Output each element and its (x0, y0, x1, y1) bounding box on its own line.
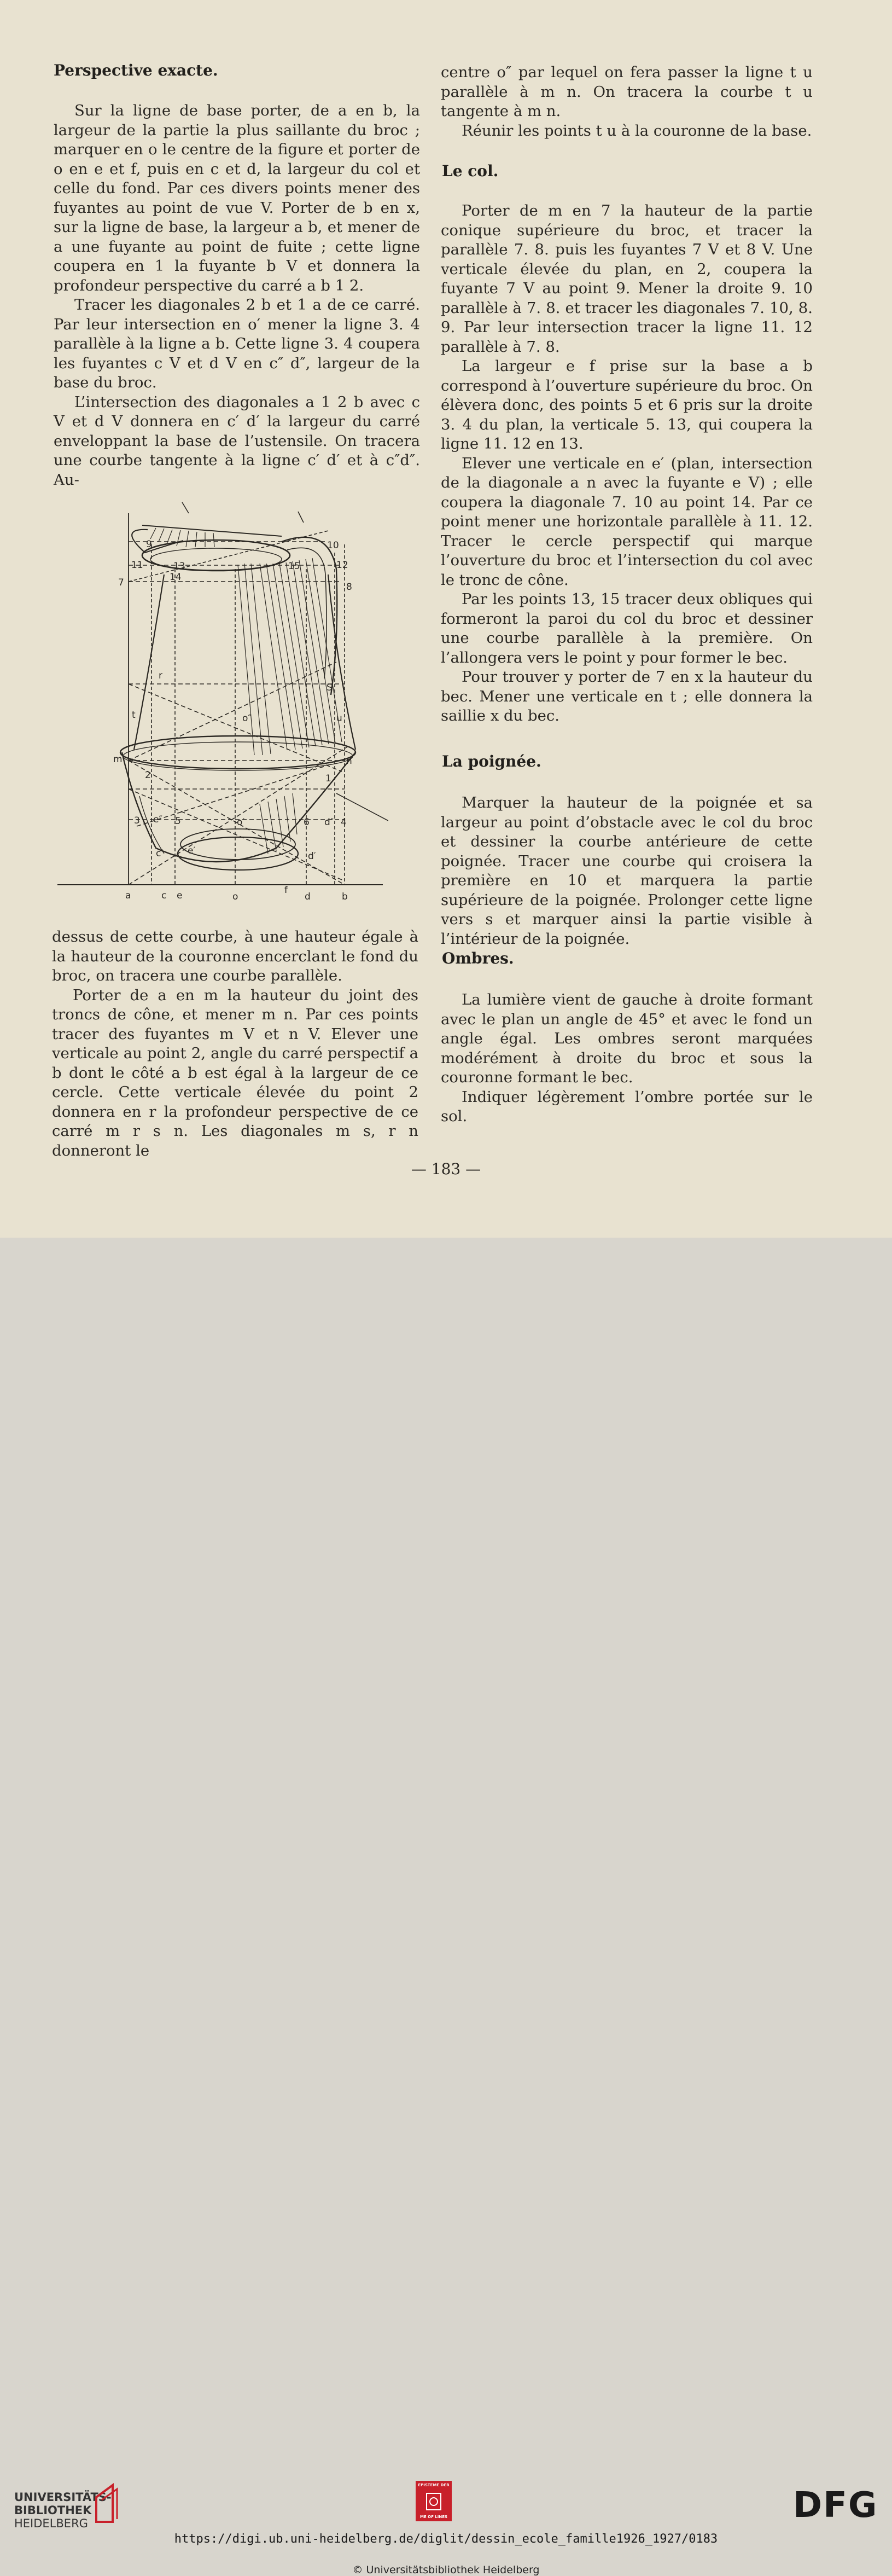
right-paragraph-10: Indiquer légèrement l’ombre portée sur le sol. (441, 1088, 813, 1125)
right-column-ombres (441, 990, 813, 1127)
fig-label-3: 3 (134, 815, 140, 826)
right-column-col (441, 201, 813, 726)
fig-label-m: m (113, 754, 123, 765)
left-paragraph-5: Porter de a en m la hauteur du joint des troncs de cône, et mener m n. Par ces points tracer des fuyantes m V et n V. Elever une verticale au point 2, angle du carré perspectif a b dont le côté a b est égal à la largeur de ce cercle. Cette verticale élevée du point 2 donnera en r la profondeur perspective de ce carré m r s n. Les diagonales m s, r n donneront le (52, 986, 418, 1159)
fig-label-e-prime: e′ (188, 845, 196, 856)
fig-label-s: S (327, 682, 333, 693)
fig-label-e: e (177, 890, 183, 901)
right-paragraph-3: Porter de m en 7 la hauteur de la partie conique supérieure du broc, et tracer la parallèle 7. 8. puis les fuyantes 7 V et 8 V. Une verticale élevée du plan, en 2, coupera la fuyante 7 V au point 9. Mener la droite 9. 10 parallèle à 7. 8. et tracer les diagonales 7. 10, 8. 9. Par leur intersection tracer la ligne 11. 12 parallèle à 7. 8. (441, 202, 813, 356)
episteme-logo-top: EPISTEME DER (418, 2483, 450, 2487)
section-title-poignee: La poignée. (442, 752, 541, 770)
right-paragraph-7: Pour trouver y porter de 7 en x la hauteur du bec. Mener une verticale en t ; elle donnera la saillie x du bec. (441, 668, 813, 724)
right-paragraph-8: Marquer la hauteur de la poignée et sa largeur au point d’obstacle avec le col du broc et dessiner la courbe antérieure de cette poignée. Tracer une courbe qui croisera la première en 10 et marquera la partie supérieure de la poignée. Prolonger cette ligne vers s et marquer ainsi la partie visible à l’intérieur de la poignée. (441, 794, 813, 948)
jug-perspective-figure (52, 498, 388, 906)
fig-label-r: r (159, 670, 162, 681)
page-number: — 183 — (411, 1160, 481, 1178)
left-column-top (54, 101, 420, 490)
dfg-logo[interactable]: DFG (793, 2485, 878, 2526)
fig-label-14: 14 (170, 572, 182, 583)
permalink-url[interactable]: https://digi.ub.uni-heidelberg.de/diglit/dessin_ecole_famille1926_1927/0183 (174, 2532, 718, 2546)
fig-label-6: 6 (304, 817, 310, 828)
right-paragraph-5: Elever une verticale en e′ (plan, intersection de la diagonale a n avec la fuyante e V) ; elle coupera la diagonale 7. 10 au point 14. Par ce point mener une horizontale parallèle à 11. 12. Tracer le cercle perspectif qui marque l’ouverture du broc et l’intersection du col avec le tronc de cône. (441, 454, 813, 589)
library-mark-icon (91, 2481, 124, 2525)
episteme-logo-bottom: ME OF LINES (419, 2515, 448, 2519)
library-logo-line3: HEIDELBERG (14, 2517, 88, 2530)
right-paragraph-9: La lumière vient de gauche à droite formant avec le plan un angle de 45° et avec le fond un angle égal. Les ombres seront marquées modérément à droite du broc et sous la couronne formant le bec. (441, 991, 813, 1086)
fig-label-b: b (342, 891, 348, 902)
scanned-page (0, 0, 892, 1238)
fig-label-12: 12 (336, 560, 348, 571)
fig-label-d-second: d″ (324, 817, 334, 828)
fig-label-c-prime: c′ (156, 848, 164, 859)
episteme-emblem-icon (425, 2492, 442, 2511)
right-column-top (441, 63, 813, 141)
fig-label-e-second: e″ (153, 814, 162, 825)
left-paragraph-2: Tracer les diagonales 2 b et 1 a de ce carré. Par leur intersection en o′ mener la ligne 3. 4 parallèle à la ligne a b. Cette ligne 3. 4 coupera les fuyantes c V et d V en c″ d″, largeur de la base du broc. (54, 296, 420, 391)
left-column-bottom (52, 927, 418, 1161)
fig-label-d-prime: d′ (308, 851, 316, 862)
copyright-notice: © Universitätsbibliothek Heidelberg (352, 2564, 540, 2576)
fig-label-10: 10 (327, 540, 339, 551)
fig-label-11: 11 (131, 560, 143, 571)
fig-label-c: c (161, 890, 167, 901)
fig-label-8: 8 (346, 582, 352, 593)
section-title-perspective: Perspective exacte. (54, 61, 218, 79)
viewer-footer (0, 1238, 892, 2576)
right-paragraph-2: Réunir les points t u à la couronne de la base. (462, 121, 812, 140)
right-paragraph-6: Par les points 13, 15 tracer deux obliques qui formeront la paroi du col du broc et dessiner une courbe parallèle à la première. On l’allongera vers le point y pour former le bec. (441, 590, 813, 666)
fig-label-a: a (125, 890, 131, 901)
fig-label-4: 4 (341, 817, 347, 828)
fig-label-o-prime: o′ (237, 817, 245, 828)
fig-label-d: d (305, 891, 311, 902)
right-column-poignee (441, 793, 813, 949)
fig-label-f: f (284, 885, 288, 896)
right-paragraph-1: centre o″ par lequel on fera passer la ligne t u parallèle à m n. On tracera la courbe t u tangente à m n. (441, 63, 813, 120)
library-logo-line1: UNIVERSITÄTS- (14, 2491, 112, 2504)
fig-label-5: 5 (175, 816, 181, 827)
left-paragraph-1: Sur la ligne de base porter, de a en b, la largeur de la partie la plus saillante du broc ; marquer en o le centre de la figure et porter de o en e et f, puis en c et d, la largeur du col et celle du fond. Par ces divers points mener des fuyantes au point de vue V. Porter de b en x, sur la ligne de base, la largeur a b, et mener de a une fuyante au point de fuite ; cette ligne coupera en 1 la fuyante b V et donnera la profondeur perspective du carré a b 1 2. (54, 102, 420, 294)
fig-label-15: 15 (288, 561, 300, 572)
fig-label-t: t (132, 710, 136, 721)
right-paragraph-4: La largeur e f prise sur la base a b correspond à l’ouverture supérieure du broc. On élèvera donc, des points 5 et 6 pris sur la droite 3. 4 du plan, la verticale 5. 13, qui coupera la ligne 11. 12 en 13. (441, 357, 813, 452)
left-paragraph-3: L’intersection des diagonales a 1 2 b avec c V et d V donnera en c′ d′ la largeur du carré enveloppant la base de l’ustensile. On tracera une courbe tangente à la ligne c′ d′ et à c″d″. Au- (54, 393, 420, 489)
library-logo-line2: BIBLIOTHEK (14, 2504, 92, 2517)
fig-label-7: 7 (118, 577, 124, 588)
fig-label-n: n (346, 756, 352, 767)
fig-label-2: 2 (145, 770, 151, 781)
section-title-col: Le col. (442, 162, 499, 180)
episteme-logo[interactable] (416, 2481, 452, 2521)
fig-label-u: u (336, 713, 342, 724)
fig-label-1: 1 (325, 773, 331, 784)
left-paragraph-4: dessus de cette courbe, à une hauteur égale à la hauteur de la couronne encerclant le fond du broc, on tracera une courbe parallèle. (52, 928, 418, 984)
section-title-ombres: Ombres. (442, 949, 514, 967)
fig-label-13: 13 (173, 561, 185, 572)
fig-label-9: 9 (146, 539, 152, 550)
fig-label-o: o (232, 891, 238, 902)
fig-label-o-second: o″ (242, 713, 252, 724)
